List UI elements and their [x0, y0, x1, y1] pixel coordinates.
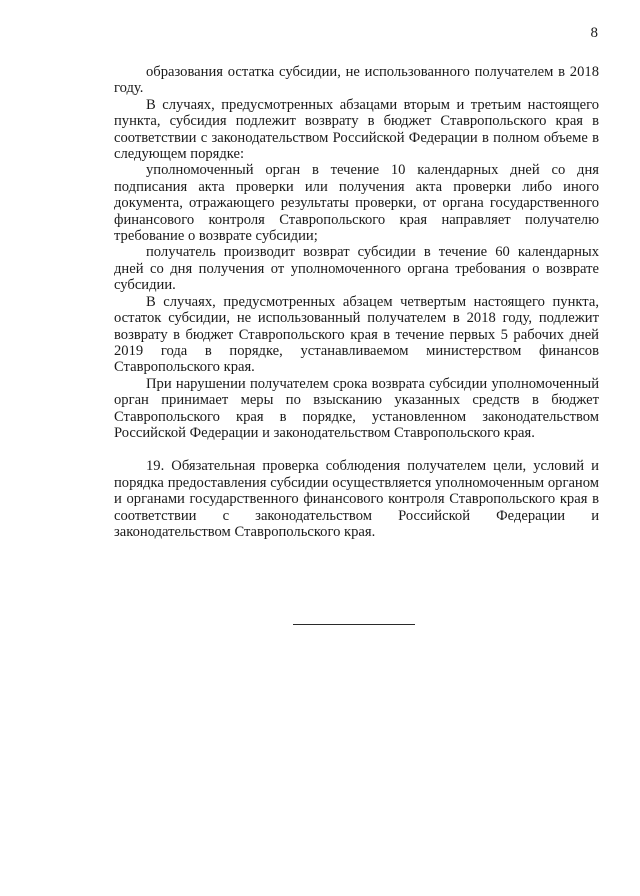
paragraph-recipient-refund: получатель производит возврат субсидии в течение 60 календарных дней со дня получения от уполномоченного органа требования о возврате субсидии.	[114, 244, 599, 294]
paragraph-section-19: 19. Обязательная проверка соблюдения получателем цели, условий и порядка предоставления субсидии осуществляется уполномоченным органом и органами государственного финансового контроля Ставропольского края в соответствии с законодательством Российской Федерации и законодательством Ставропольского края.	[114, 458, 599, 540]
document-body	[114, 64, 599, 540]
end-of-document-rule	[293, 624, 415, 625]
paragraph-continuation: образования остатка субсидии, не использованного получателем в 2018 году.	[114, 64, 599, 97]
paragraph-violation-measures: При нарушении получателем срока возврата субсидии уполномоченный орган принимает меры по взысканию указанных средств в бюджет Ставропольского края в порядке, установленном законодательством Российской Федерации и законодательством Ставропольского края.	[114, 375, 599, 441]
page-number: 8	[590, 25, 598, 41]
paragraph-refund-cases: В случаях, предусмотренных абзацами вторым и третьим настоящего пункта, субсидия подлежит возврату в бюджет Ставропольского края в соответствии с законодательством Российской Федерации в полном объеме в следующем порядке:	[114, 96, 599, 163]
paragraph-remaining-balance: В случаях, предусмотренных абзацем четвертым настоящего пункта, остаток субсидии, не использованный получателем в 2018 году, подлежит возврату в бюджет Ставропольского края в течение первых 5 рабочих дней 2019 года в порядке, устанавливаемом министерством финансов Ставропольского края.	[114, 293, 599, 376]
paragraph-authority-demand: уполномоченный орган в течение 10 календарных дней со дня подписания акта проверки или получения акта проверки либо иного документа, отражающего результаты проверки, от органа государственного финансового контроля Ставропольского края направляет получателю требование о возврате субсидии;	[114, 162, 599, 245]
